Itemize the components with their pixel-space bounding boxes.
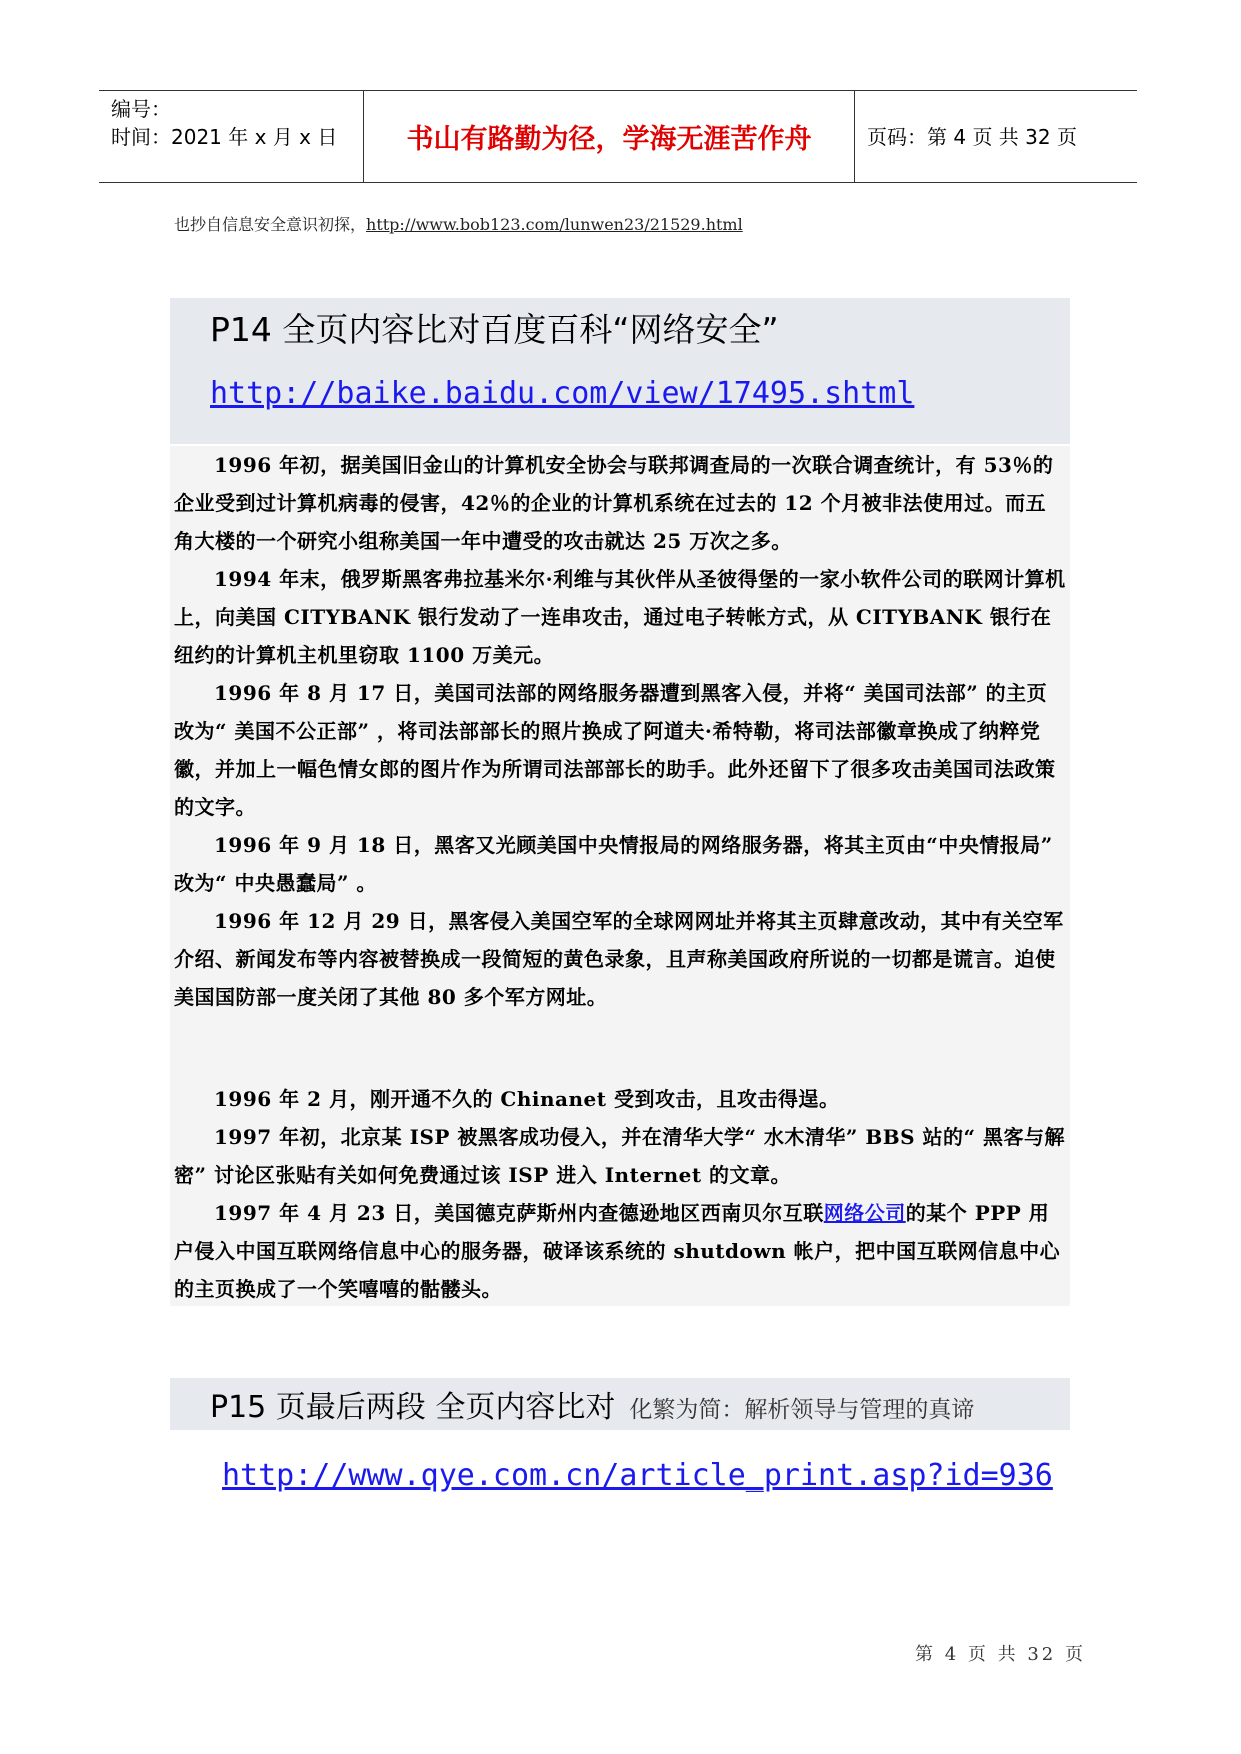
section1-body bbox=[170, 446, 1070, 1306]
section2-title-block bbox=[170, 1378, 1070, 1430]
paragraph-8-before: 1997 年 4 月 23 日，美国德克萨斯州内查德逊地区西南贝尔互联 bbox=[214, 1201, 824, 1225]
paragraph-2: 1994 年末，俄罗斯黑客弗拉基米尔·利维与其伙伴从圣彼得堡的一家小软件公司的联网计算机上，向美国 CITYBANK 银行发动了一连串攻击，通过电子转帐方式，从 CITYBANK 银行在纽约的计算机主机里窃取 1100 万美元。 bbox=[174, 567, 1066, 667]
source-link[interactable]: http://www.bob123.com/lunwen23/21529.html bbox=[366, 215, 743, 234]
paragraph-3: 1996 年 8 月 17 日，美国司法部的网络服务器遭到黑客入侵，并将“ 美国司法部” 的主页改为“ 美国不公正部” ，将司法部部长的照片换成了阿道夫·希特勒，将司法部徽章换成了纳粹党徽，并加上一幅色情女郎的图片作为所谓司法部部长的助手。此外还留下了很多攻击美国司法政策的文字。 bbox=[174, 681, 1056, 819]
header-divider-right bbox=[854, 91, 855, 182]
header-meta bbox=[111, 95, 337, 151]
section1-title: P14 全页内容比对百度百科“网络安全” bbox=[210, 310, 779, 349]
header-motto: 书山有路勤为径，学海无涯苦作舟 bbox=[406, 124, 812, 155]
paragraph-8 bbox=[174, 1194, 1066, 1308]
paragraph-7: 1997 年初，北京某 ISP 被黑客成功侵入，并在清华大学“ 水木清华” BBS 站的“ 黑客与解密” 讨论区张贴有关如何免费通过该 ISP 进入 Internet 的文章。 bbox=[174, 1125, 1066, 1187]
section2-subtitle: 化繁为简：解析领导与管理的真谛 bbox=[629, 1397, 975, 1423]
paragraph-1: 1996 年初，据美国旧金山的计算机安全协会与联邦调查局的一次联合调查统计，有 53％的企业受到过计算机病毒的侵害，42％的企业的计算机系统在过去的 12 个月被非法使用过。而五角大楼的一个研究小组称美国一年中遭受的攻击就达 25 万次之多。 bbox=[174, 453, 1054, 553]
page-footer: 第 4 页 共 32 页 bbox=[915, 1644, 1086, 1665]
paragraph-8-after: 的某个 PPP 用户侵入中国互联网络信息中心的服务器，破译该系统的 shutdown 帐户，把中国互联网信息中心的主页换成了一个笑嘻嘻的骷髅头。 bbox=[174, 1201, 1061, 1301]
header-page-info: 页码：第 4 页 共 32 页 bbox=[867, 125, 1077, 149]
paragraph-6: 1996 年 2 月，刚开通不久的 Chinanet 受到攻击，且攻击得逞。 bbox=[214, 1087, 840, 1111]
paragraph-4: 1996 年 9 月 18 日，黑客又光顾美国中央情报局的网络服务器，将其主页由“中央情报局” 改为“ 中央愚蠢局” 。 bbox=[174, 833, 1053, 895]
section1-url-link[interactable]: http://baike.baidu.com/view/17495.shtml bbox=[210, 376, 915, 411]
section2-url-link[interactable]: http://www.qye.com.cn/article_print.asp?id=936 bbox=[222, 1458, 1053, 1493]
time-label: 时间：2021 年 x 月 x 日 bbox=[111, 125, 338, 149]
section2-title-main: P15 页最后两段 全页内容比对 bbox=[210, 1390, 616, 1425]
section1-title-block bbox=[170, 298, 1070, 444]
paragraph-5: 1996 年 12 月 29 日，黑客侵入美国空军的全球网网址并将其主页肆意改动，其中有关空军介绍、新闻发布等内容被替换成一段简短的黄色录象，且声称美国政府所说的一切都是谎言。迫使美国国防部一度关闭了其他 80 多个军方网址。 bbox=[174, 909, 1064, 1009]
network-company-link[interactable]: 网络公司 bbox=[823, 1201, 906, 1225]
source-prefix: 也抄自信息安全意识初探， bbox=[174, 215, 367, 234]
section2-title bbox=[210, 1382, 974, 1426]
source-line bbox=[174, 212, 743, 235]
number-label: 编号： bbox=[111, 97, 171, 121]
page-header bbox=[99, 90, 1137, 183]
